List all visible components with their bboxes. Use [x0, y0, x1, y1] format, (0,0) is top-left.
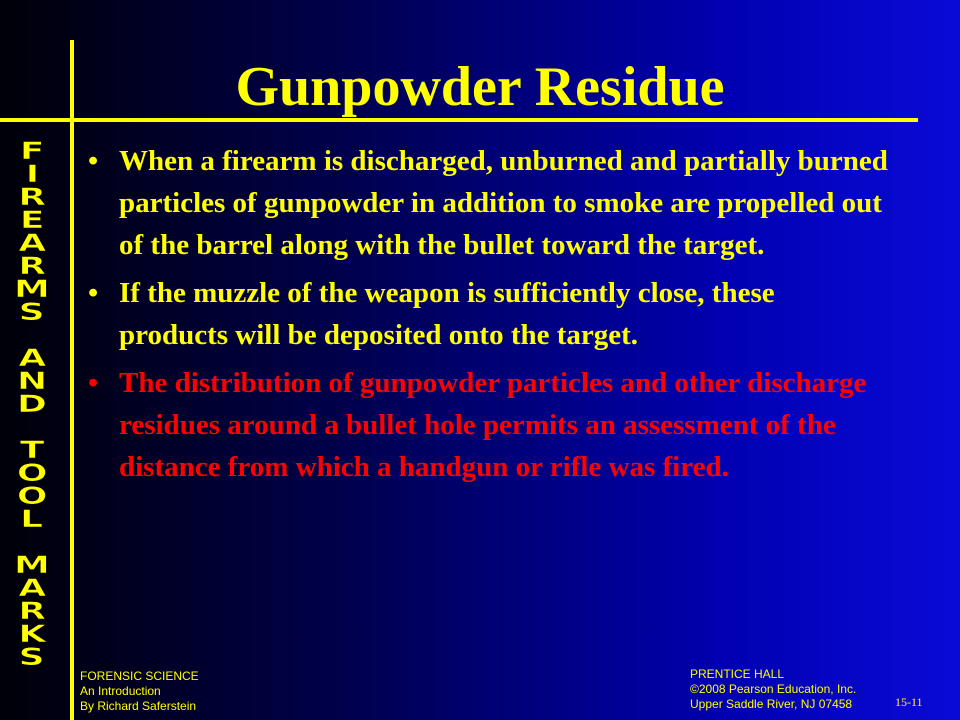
slide-title: Gunpowder Residue: [235, 56, 725, 118]
footer-line: By Richard Saferstein: [80, 699, 197, 713]
bullet-item-highlighted: [88, 362, 888, 488]
side-letter: A: [18, 344, 46, 372]
bullet-list: [88, 140, 888, 494]
bullet-marker: •: [88, 145, 99, 177]
footer-publisher-info: [690, 667, 856, 712]
side-letter: N: [16, 367, 48, 395]
bullet-text: The distribution of gunpowder particles and other discharge residues around a bullet hole permits an assessment of the distance from which a handgun or rifle was fired.: [119, 367, 867, 483]
bullet-marker: •: [88, 277, 99, 309]
side-letter: A: [18, 229, 46, 257]
side-letter: R: [18, 183, 46, 211]
side-letter: O: [16, 459, 48, 487]
bullet-text: If the muzzle of the weapon is sufficiently close, these products will be deposited onto the target.: [119, 277, 775, 351]
side-letter: S: [19, 643, 45, 671]
footer-line: Upper Saddle River, NJ 07458: [690, 697, 853, 711]
footer-line: FORENSIC SCIENCE: [80, 669, 199, 683]
footer-line: ©2008 Pearson Education, Inc.: [690, 682, 857, 696]
side-letter: E: [19, 206, 45, 234]
side-letter: R: [18, 252, 46, 280]
side-letter: I: [25, 160, 39, 188]
side-letter: S: [19, 298, 45, 326]
page-number: 15-11: [895, 695, 923, 709]
side-banner-firearms-and-tool-marks: [4, 137, 60, 671]
side-letter: R: [18, 597, 46, 625]
vertical-divider-line: [70, 40, 74, 720]
side-letter: D: [17, 390, 47, 418]
side-letter: K: [18, 620, 46, 648]
bullet-marker: •: [88, 367, 99, 399]
side-letter: T: [19, 436, 45, 464]
footer-line: PRENTICE HALL: [690, 667, 785, 681]
bullet-text: When a firearm is discharged, unburned and partially burned particles of gunpowder in addition to smoke are propelled out of the barrel along with the bullet toward the target.: [119, 145, 888, 261]
side-letter: A: [18, 574, 46, 602]
side-letter: L: [20, 505, 44, 533]
side-letter: M: [14, 551, 50, 579]
side-letter: M: [14, 275, 50, 303]
footer-book-info: [80, 669, 199, 714]
side-letter: F: [19, 137, 45, 165]
bullet-item: [88, 140, 888, 266]
footer-line: An Introduction: [80, 684, 161, 698]
side-letter: O: [16, 482, 48, 510]
bullet-item: [88, 272, 888, 356]
